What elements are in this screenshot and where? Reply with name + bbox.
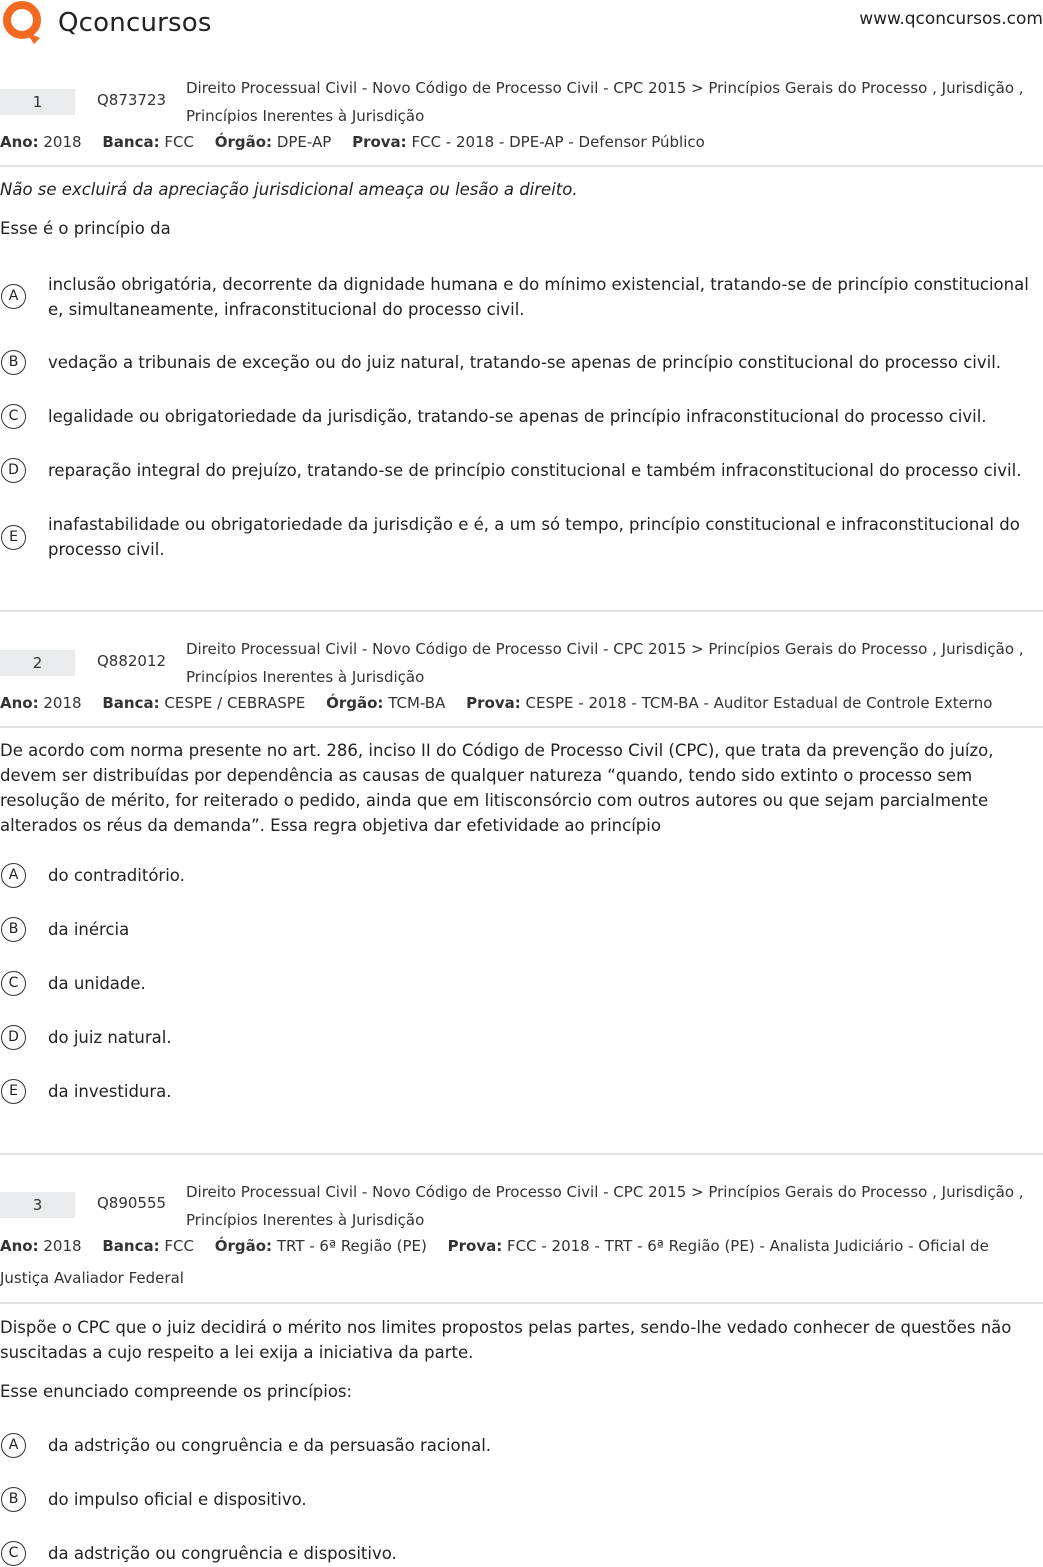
option-text[interactable]: reparação integral do prejuízo, tratando-se de princípio constitucional e também infraconstitucional do processo civil. xyxy=(48,461,1022,480)
option-text[interactable]: inclusão obrigatória, decorrente da dignidade humana e do mínimo existencial, tratando-se de princípio constitucional e, simultaneamente, infraconstitucional do processo civil. xyxy=(48,275,1029,319)
question-statement: De acordo com norma presente no art. 286, inciso II do Código de Processo Civil (CPC), que trata da prevenção do juízo, devem ser distribuídas por dependência as causas de qualquer natureza “quando, tendo sido extinto o processo sem resolução de mérito, for reiterado o pedido, ainda que em litisconsórcio com outros autores ou que sejam parcialmente alterados os réus da demanda”. Essa regra objetiva dar efetividade ao princípio xyxy=(0,741,994,835)
divider xyxy=(0,1302,1043,1304)
option-letter[interactable]: E xyxy=(1,525,26,550)
option-letter[interactable]: C xyxy=(1,1541,26,1566)
question-number: 2 xyxy=(0,650,75,676)
question-number: 3 xyxy=(0,1192,75,1218)
question-meta xyxy=(0,687,1040,719)
question-separator xyxy=(0,1153,1043,1155)
qconcursos-logo-icon[interactable] xyxy=(0,0,46,46)
option-text[interactable]: vedação a tribunais de exceção ou do juiz natural, tratando-se apenas de princípio constitucional do processo civil. xyxy=(48,353,1002,372)
option-text[interactable]: legalidade ou obrigatoriedade da jurisdição, tratando-se apenas de princípio infraconstitucional do processo civil. xyxy=(48,407,987,426)
meta-banca: Banca: FCC xyxy=(102,1237,194,1255)
meta-ano: Ano: 2018 xyxy=(0,133,82,151)
question-meta xyxy=(0,126,1040,158)
question-statement: Não se excluirá da apreciação jurisdicional ameaça ou lesão a direito. xyxy=(0,180,578,199)
option-text[interactable]: inafastabilidade ou obrigatoriedade da jurisdição e é, a um só tempo, princípio constitucional e infraconstitucional do processo civil. xyxy=(48,515,1020,559)
meta-orgao: Órgão: TRT - 6ª Região (PE) xyxy=(214,1237,427,1255)
option-letter[interactable]: B xyxy=(1,350,26,375)
page-header xyxy=(0,0,1043,48)
question-statement: Esse é o princípio da xyxy=(0,219,171,238)
option-text[interactable]: da unidade. xyxy=(48,974,146,993)
option-letter[interactable]: C xyxy=(1,404,26,429)
question-id[interactable]: Q882012 xyxy=(97,652,167,670)
meta-banca: Banca: CESPE / CEBRASPE xyxy=(102,694,306,712)
option-text[interactable]: do impulso oficial e dispositivo. xyxy=(48,1490,307,1509)
question-statement: Esse enunciado compreende os princípios: xyxy=(0,1382,353,1401)
brand-name[interactable]: Qconcursos xyxy=(58,8,212,38)
question-subject[interactable]: Direito Processual Civil - Novo Código de Processo Civil - CPC 2015 > Princípios Gerais do Processo , Jurisdição , Princípios Inerentes à Jurisdição xyxy=(186,640,1024,686)
option-text[interactable]: da adstrição ou congruência e da persuasão racional. xyxy=(48,1436,492,1455)
option-letter[interactable]: C xyxy=(1,971,26,996)
meta-banca: Banca: FCC xyxy=(102,133,194,151)
meta-ano: Ano: 2018 xyxy=(0,694,82,712)
option-text[interactable]: do contraditório. xyxy=(48,866,185,885)
divider xyxy=(0,726,1043,728)
option-text[interactable]: da adstrição ou congruência e dispositivo. xyxy=(48,1544,397,1563)
question-separator xyxy=(0,610,1043,612)
option-text[interactable]: do juiz natural. xyxy=(48,1028,172,1047)
meta-prova: Prova: CESPE - 2018 - TCM-BA - Auditor Estadual de Controle Externo xyxy=(466,694,993,712)
option-letter[interactable]: A xyxy=(1,284,26,309)
question-statement: Dispõe o CPC que o juiz decidirá o mérito nos limites propostos pelas partes, sendo-lhe vedado conhecer de questões não suscitadas a cujo respeito a lei exija a iniciativa da parte. xyxy=(0,1318,1012,1362)
option-text[interactable]: da inércia xyxy=(48,920,130,939)
option-letter[interactable]: D xyxy=(1,458,26,483)
question-meta xyxy=(0,1230,1040,1294)
question-id[interactable]: Q890555 xyxy=(97,1194,167,1212)
meta-orgao: Órgão: TCM-BA xyxy=(326,694,446,712)
meta-orgao: Órgão: DPE-AP xyxy=(214,133,332,151)
question-id[interactable]: Q873723 xyxy=(97,91,167,109)
option-text[interactable]: da investidura. xyxy=(48,1082,172,1101)
option-letter[interactable]: B xyxy=(1,917,26,942)
divider xyxy=(0,165,1043,167)
option-letter[interactable]: D xyxy=(1,1025,26,1050)
option-letter[interactable]: E xyxy=(1,1079,26,1104)
site-url[interactable]: www.qconcursos.com xyxy=(859,9,1043,29)
question-number: 1 xyxy=(0,89,75,115)
option-letter[interactable]: A xyxy=(1,1433,26,1458)
meta-ano: Ano: 2018 xyxy=(0,1237,82,1255)
option-letter[interactable]: A xyxy=(1,863,26,888)
option-letter[interactable]: B xyxy=(1,1487,26,1512)
question-subject[interactable]: Direito Processual Civil - Novo Código de Processo Civil - CPC 2015 > Princípios Gerais do Processo , Jurisdição , Princípios Inerentes à Jurisdição xyxy=(186,79,1024,125)
meta-prova: Prova: FCC - 2018 - TRT - 6ª Região (PE) - Analista Judiciário - Oficial de Justiça Avaliador Federal xyxy=(0,1237,989,1287)
meta-prova: Prova: FCC - 2018 - DPE-AP - Defensor Público xyxy=(352,133,705,151)
question-subject[interactable]: Direito Processual Civil - Novo Código de Processo Civil - CPC 2015 > Princípios Gerais do Processo , Jurisdição , Princípios Inerentes à Jurisdição xyxy=(186,1183,1024,1229)
